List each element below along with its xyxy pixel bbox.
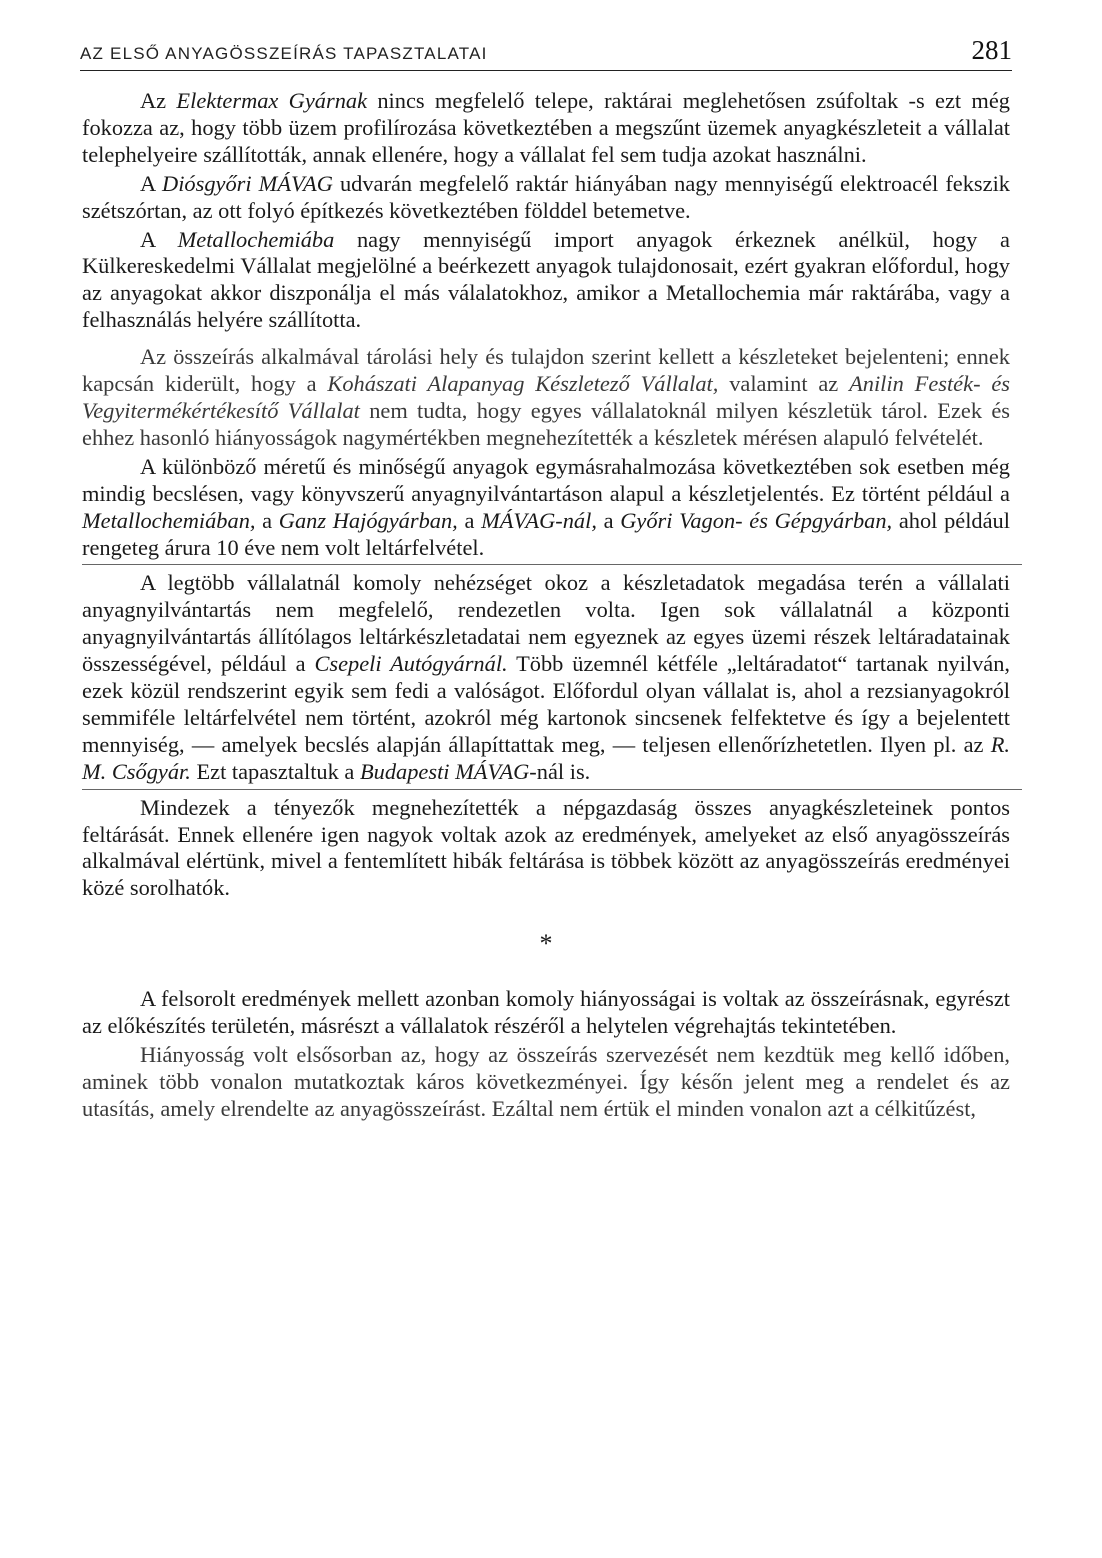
italic-name: Metallochemiába — [177, 226, 335, 252]
paragraph — [82, 88, 1010, 169]
text-run: nincs megfelelő telepe, raktárai meglehetősen zsúfoltak -s ezt még fokozza az, hogy több üzem profilírozása következtében a megszűnt üzemek anyagkészleteit a vállalat telephelyeire szállították, annak ellenére, hogy a vállalat fel sem tudja azokat használni. — [82, 88, 1010, 167]
text-run: A — [140, 226, 178, 252]
italic-name: R. M. Csőgyár. — [82, 731, 1010, 784]
text-run: A felsorolt eredmények mellett azonban komoly hiányosságai is voltak az összeírásnak, egyrészt az előkészítés területén, másrészt a vállalatok részéről a helytelen végrehajtás tekintetében. — [82, 986, 1010, 1039]
italic-name: Ganz Hajógyárban, — [278, 507, 458, 533]
text-run: A — [140, 170, 163, 196]
text-run: A különböző méretű és minőségű anyagok egymásrahalmozása következtében sok esetben még mindig becslésen, vagy könyvszerű anyagnyilvántartáson alapul a készletjelentés. Ez történt például a — [82, 453, 1010, 506]
paragraph — [82, 1042, 1010, 1123]
running-title: AZ ELSŐ ANYAGÖSSZEÍRÁS TAPASZTALATAI — [80, 44, 488, 63]
section-rule — [82, 789, 1022, 790]
text-run: Az — [140, 88, 177, 113]
page-number: 281 — [971, 35, 1012, 65]
paragraph — [82, 795, 1010, 903]
section-rule — [82, 564, 1022, 565]
text-run: Több üzemnél kétféle „leltáradatot“ tartanak nyilván, ezek közül rendszerint egyik sem fedi a valóságot. Előfordul olyan vállalat is, ahol a rezsianyagokról semmiféle leltárfelvétel nem történt, azokról még kartonok sincsenek felfektetve és így a bejelentett mennyiség, — amelyek becslés alapján állapíttattak meg, — teljesen ellenőrízhetetlen. Ilyen pl. az — [82, 651, 1010, 757]
paragraph — [82, 986, 1010, 1040]
section-separator: * — [539, 929, 553, 959]
text-run: Hiányosság volt elsősorban az, hogy az összeírás szervezését nem kezdtük meg kellő időben, aminek több vonalon mutatkoztak káros következményei. Így későn jelent meg a rendelet és az utasítás, amely elrendelte az anyagösszeírást. Ezáltal nem értük el minden vonalon azt a célkitűzést, — [82, 1042, 1010, 1121]
italic-name: Győri Vagon- és Gépgyárban, — [620, 507, 893, 533]
italic-name: Metallochemiában, — [82, 507, 256, 533]
text-run: udvarán megfelelő raktár hiányában nagy mennyiségű elektroacél fekszik szétszórtan, az ott folyó építkezés következtében földdel betemetve. — [82, 170, 1010, 223]
text-run: a — [255, 507, 279, 533]
italic-name: MÁVAG-nál, — [481, 507, 597, 533]
italic-name: Anilin Festék- és Vegyitermékértékesítő Vállalat — [82, 371, 1011, 423]
paragraph — [82, 570, 1010, 785]
italic-name: Diósgyőri MÁVAG — [162, 170, 333, 196]
text-run: a — [457, 507, 482, 533]
text-run: ahol például rengeteg árura 10 éve nem volt leltárfelvétel. — [82, 507, 1010, 560]
italic-name: Budapesti MÁVAG- — [359, 758, 537, 784]
paragraph — [82, 171, 1010, 225]
italic-name: Elektermax Gyárnak — [176, 88, 368, 113]
paragraph — [82, 454, 1010, 562]
text-run: nál is. — [536, 758, 591, 784]
text-run: a — [596, 507, 621, 533]
text-run: Ezt tapasztaltuk a — [190, 758, 360, 784]
text-run: Az összeírás alkalmával tárolási hely és tulajdon szerint kellett a készleteket bejelenteni; ennek kapcsán kiderült, hogy a — [82, 344, 1010, 397]
page-body — [82, 88, 1010, 1123]
paragraph — [82, 227, 1010, 335]
text-run: nagy mennyiségű import anyagok érkeznek anélkül, hogy a Külkereskedelmi Vállalat megjelölné a beérkezett anyagok tulajdonosait, ezért gyakran előfordul, hogy az anyagokat akkor diszponálja el más válalatokhoz, amikor a Metallochemia már raktárába, vagy a felhasználás helyére szállította. — [82, 226, 1010, 333]
text-run: Mindezek a tényezők megnehezítették a népgazdaság összes anyagkészleteinek pontos feltárását. Ennek ellenére igen nagyok voltak azok az eredmények, amelyeket az első anyagösszeírás alkalmával elértünk, mivel a fentemlített hibák feltárása is többek között az anyagösszeírás eredményei közé sorolhatók. — [82, 794, 1010, 901]
italic-name: Kohászati Alapanyag Készletező Vállalat, — [327, 371, 719, 397]
text-run: nem tudta, hogy egyes vállalatoknál milyen készletük tárol. Ezek és ehhez hasonló hiányosságok nagymértékben megnehezítették a készletek mérésen alapuló felvételét. — [82, 397, 1010, 450]
paragraph — [82, 344, 1010, 452]
italic-name: Csepeli Autógyárnál. — [314, 651, 508, 677]
page-header — [80, 30, 1012, 71]
text-run: A legtöbb vállalatnál komoly nehézséget okoz a készletadatok megadása terén a vállalati anyagnyilvántartás nem megfelelő, rendezetlen volta. Igen sok vállalatnál a központi anyagnyilvántartás állítólagos leltárkészletadatai nem egyeznek az egyes üzemi részek leltáradatainak összességével, például a — [82, 570, 1010, 677]
text-run: valamint az — [718, 371, 850, 397]
